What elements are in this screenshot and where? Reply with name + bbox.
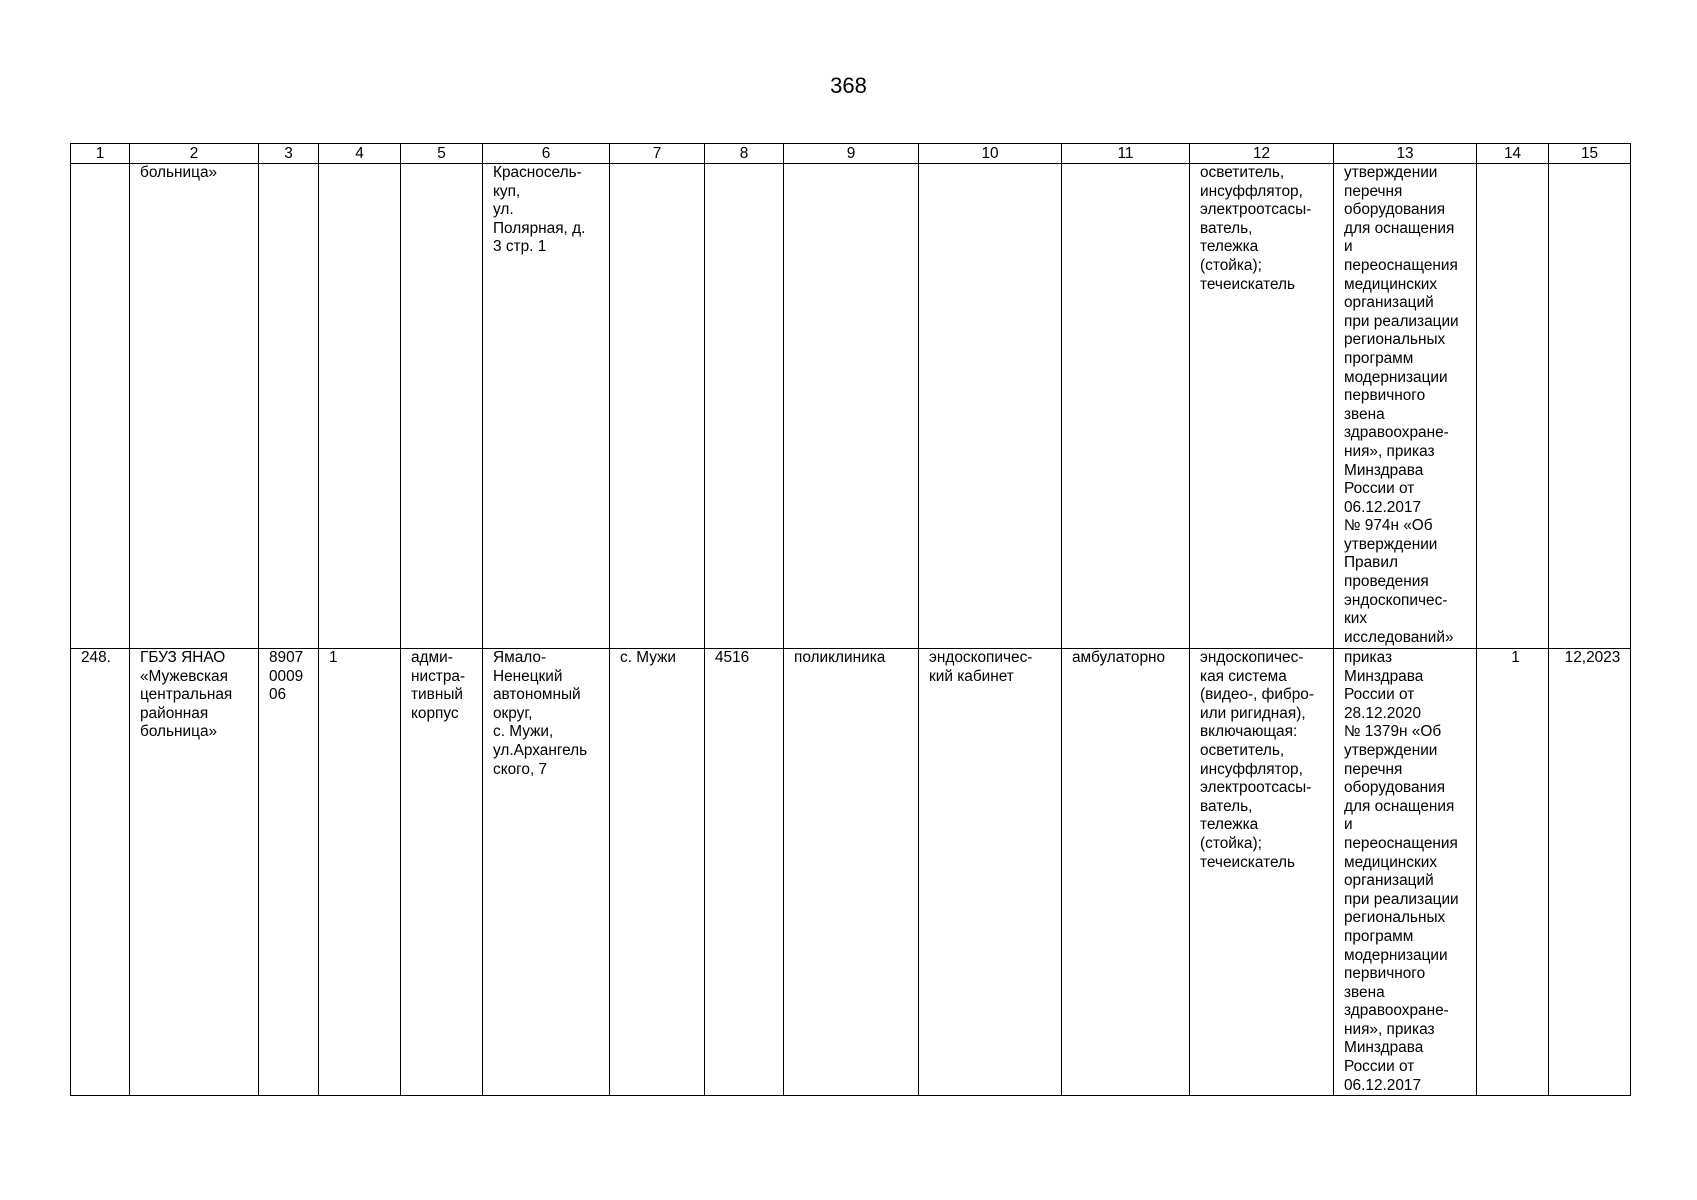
- cell-line: включающая:: [1200, 723, 1298, 741]
- table-cell: [71, 164, 130, 649]
- cell-line: звена: [1344, 983, 1385, 1001]
- cell-line: электроотсасы-: [1200, 779, 1312, 797]
- table-cell: [1549, 164, 1631, 649]
- table-cell: [483, 649, 610, 1096]
- table-cell: [919, 649, 1062, 1096]
- header-row: [71, 144, 1631, 164]
- cell-line: корпус: [411, 704, 459, 722]
- cell-line: или ригидная),: [1200, 704, 1306, 722]
- cell-line: ватель,: [1200, 797, 1253, 815]
- column-header-6: 6: [483, 144, 610, 164]
- cell-line: медицинских: [1344, 853, 1438, 871]
- table-cell: [1334, 649, 1477, 1096]
- cell-line: России от: [1344, 1058, 1415, 1076]
- cell-line: ул.: [493, 201, 514, 219]
- cell-line: 8907: [269, 649, 304, 666]
- cell-line: электроотсасы-: [1200, 201, 1312, 219]
- cell-line: 06: [269, 686, 287, 704]
- table-cell: [1062, 649, 1190, 1096]
- cell-line: ул.Архангель: [493, 741, 588, 759]
- table-cell: [401, 649, 483, 1096]
- cell-line: утверждении: [1344, 535, 1438, 553]
- cell-line: районная: [140, 704, 209, 722]
- cell-line: эндоскопичес-: [929, 649, 1033, 666]
- table-cell: [319, 649, 401, 1096]
- column-header-13: 13: [1334, 144, 1477, 164]
- cell-line: ского, 7: [493, 760, 548, 778]
- table-cell: [705, 649, 784, 1096]
- cell-line: Правил: [1344, 554, 1398, 572]
- table-cell: [130, 649, 259, 1096]
- cell-line: больница»: [140, 164, 218, 181]
- cell-line: 248.: [81, 649, 111, 666]
- cell-line: № 974н «Об: [1344, 517, 1433, 535]
- cell-line: ния», приказ: [1344, 1020, 1435, 1038]
- cell-line: адми-: [411, 649, 453, 666]
- cell-line: Минздрава: [1344, 1039, 1424, 1057]
- table-row: [71, 164, 1631, 649]
- cell-line: ния», приказ: [1344, 442, 1435, 460]
- table-cell: [130, 164, 259, 649]
- cell-line: автономный: [493, 686, 581, 704]
- cell-line: организаций: [1344, 294, 1434, 312]
- cell-line: осветитель,: [1200, 741, 1285, 759]
- cell-line: модернизации: [1344, 946, 1448, 964]
- cell-line: ватель,: [1200, 219, 1253, 237]
- cell-line: инсуффлятор,: [1200, 182, 1303, 200]
- cell-line: кая система: [1200, 667, 1287, 685]
- cell-line: первичного: [1344, 965, 1426, 983]
- cell-line: организаций: [1344, 872, 1434, 890]
- table-row: [71, 649, 1631, 1096]
- cell-line: 4516: [715, 649, 750, 666]
- row-number-cell: [71, 649, 130, 1096]
- cell-line: с. Мужи,: [493, 723, 554, 741]
- cell-line: Минздрава: [1344, 461, 1424, 479]
- cell-line: нистра-: [411, 667, 466, 685]
- cell-line: куп,: [493, 182, 521, 200]
- cell-line: Минздрава: [1344, 667, 1424, 685]
- cell-line: Ненецкий: [493, 667, 563, 685]
- cell-line: при реализации: [1344, 890, 1459, 908]
- cell-line: больница»: [140, 723, 218, 741]
- cell-line: 3 стр. 1: [493, 238, 547, 256]
- cell-line: перечня: [1344, 182, 1403, 200]
- table-cell: [784, 164, 919, 649]
- cell-line: здравоохране-: [1344, 424, 1449, 442]
- column-header-3: 3: [259, 144, 319, 164]
- cell-line: «Мужевская: [140, 667, 228, 685]
- table-cell: [1549, 649, 1631, 1096]
- table-cell: [610, 164, 705, 649]
- cell-line: России от: [1344, 480, 1415, 498]
- cell-line: медицинских: [1344, 275, 1438, 293]
- cell-line: программ: [1344, 927, 1414, 945]
- cell-line: течеискатель: [1200, 275, 1296, 293]
- table-cell: [784, 649, 919, 1096]
- table-cell: [919, 164, 1062, 649]
- cell-line: эндоскопичес-: [1200, 649, 1304, 666]
- table-cell: [259, 164, 319, 649]
- cell-line: при реализации: [1344, 312, 1459, 330]
- cell-line: поликлиника: [794, 649, 886, 666]
- cell-line: 1: [1511, 649, 1520, 666]
- column-header-9: 9: [784, 144, 919, 164]
- cell-line: с. Мужи: [620, 649, 677, 666]
- table-cell: [705, 164, 784, 649]
- table-cell: [1062, 164, 1190, 649]
- cell-line: кий кабинет: [929, 667, 1014, 685]
- cell-line: (стойка);: [1200, 256, 1262, 274]
- cell-line: региональных: [1344, 331, 1446, 349]
- cell-line: для оснащения: [1344, 219, 1455, 237]
- cell-line: Ямало-: [493, 649, 547, 666]
- table-cell: [1190, 164, 1334, 649]
- cell-line: оборудования: [1344, 201, 1446, 219]
- cell-line: ГБУЗ ЯНАО: [140, 649, 226, 666]
- cell-line: приказ: [1344, 649, 1393, 666]
- cell-line: амбулаторно: [1072, 649, 1166, 666]
- column-header-11: 11: [1062, 144, 1190, 164]
- table-cell: [319, 164, 401, 649]
- cell-line: № 1379н «Об: [1344, 723, 1442, 741]
- column-header-2: 2: [130, 144, 259, 164]
- cell-line: первичного: [1344, 387, 1426, 405]
- cell-line: программ: [1344, 349, 1414, 367]
- cell-line: 06.12.2017: [1344, 498, 1422, 516]
- cell-line: и: [1344, 238, 1353, 256]
- cell-line: оборудования: [1344, 779, 1446, 797]
- column-header-8: 8: [705, 144, 784, 164]
- column-header-14: 14: [1477, 144, 1549, 164]
- column-header-12: 12: [1190, 144, 1334, 164]
- cell-line: исследований»: [1344, 628, 1454, 646]
- cell-line: ких: [1344, 610, 1368, 628]
- cell-line: течеискатель: [1200, 853, 1296, 871]
- cell-line: Полярная, д.: [493, 219, 586, 237]
- cell-line: тивный: [411, 686, 463, 704]
- table-cell: [259, 649, 319, 1096]
- column-header-1: 1: [71, 144, 130, 164]
- cell-line: и: [1344, 816, 1353, 834]
- cell-line: России от: [1344, 686, 1415, 704]
- page-number: 368: [830, 73, 867, 98]
- cell-line: переоснащения: [1344, 256, 1458, 274]
- table-cell: [1477, 649, 1549, 1096]
- table-cell: [1334, 164, 1477, 649]
- cell-line: для оснащения: [1344, 797, 1455, 815]
- cell-line: переоснащения: [1344, 834, 1458, 852]
- column-header-4: 4: [319, 144, 401, 164]
- cell-line: (видео-, фибро-: [1200, 686, 1314, 704]
- cell-line: проведения: [1344, 573, 1429, 591]
- cell-line: 0009: [269, 667, 304, 685]
- cell-line: 12,2023: [1564, 649, 1621, 666]
- cell-line: звена: [1344, 405, 1385, 423]
- cell-line: модернизации: [1344, 368, 1448, 386]
- column-header-7: 7: [610, 144, 705, 164]
- cell-line: 1: [329, 649, 338, 666]
- cell-line: центральная: [140, 686, 233, 704]
- cell-line: (стойка);: [1200, 834, 1262, 852]
- column-header-15: 15: [1549, 144, 1631, 164]
- cell-line: здравоохране-: [1344, 1002, 1449, 1020]
- cell-line: утверждении: [1344, 164, 1438, 181]
- cell-line: тележка: [1200, 238, 1259, 256]
- data-table: [70, 143, 1631, 1096]
- table-cell: [401, 164, 483, 649]
- table-cell: [1190, 649, 1334, 1096]
- cell-line: перечня: [1344, 760, 1403, 778]
- table-cell: [610, 649, 705, 1096]
- cell-line: осветитель,: [1200, 164, 1285, 181]
- table-cell: [1477, 164, 1549, 649]
- cell-line: тележка: [1200, 816, 1259, 834]
- cell-line: утверждении: [1344, 741, 1438, 759]
- cell-line: 28.12.2020: [1344, 704, 1422, 722]
- cell-line: округ,: [493, 704, 533, 722]
- cell-line: 06.12.2017: [1344, 1076, 1422, 1094]
- cell-line: Красносель-: [493, 164, 582, 181]
- cell-line: эндоскопичес-: [1344, 591, 1448, 609]
- table-cell: [483, 164, 610, 649]
- cell-line: инсуффлятор,: [1200, 760, 1303, 778]
- column-header-5: 5: [401, 144, 483, 164]
- cell-line: региональных: [1344, 909, 1446, 927]
- column-header-10: 10: [919, 144, 1062, 164]
